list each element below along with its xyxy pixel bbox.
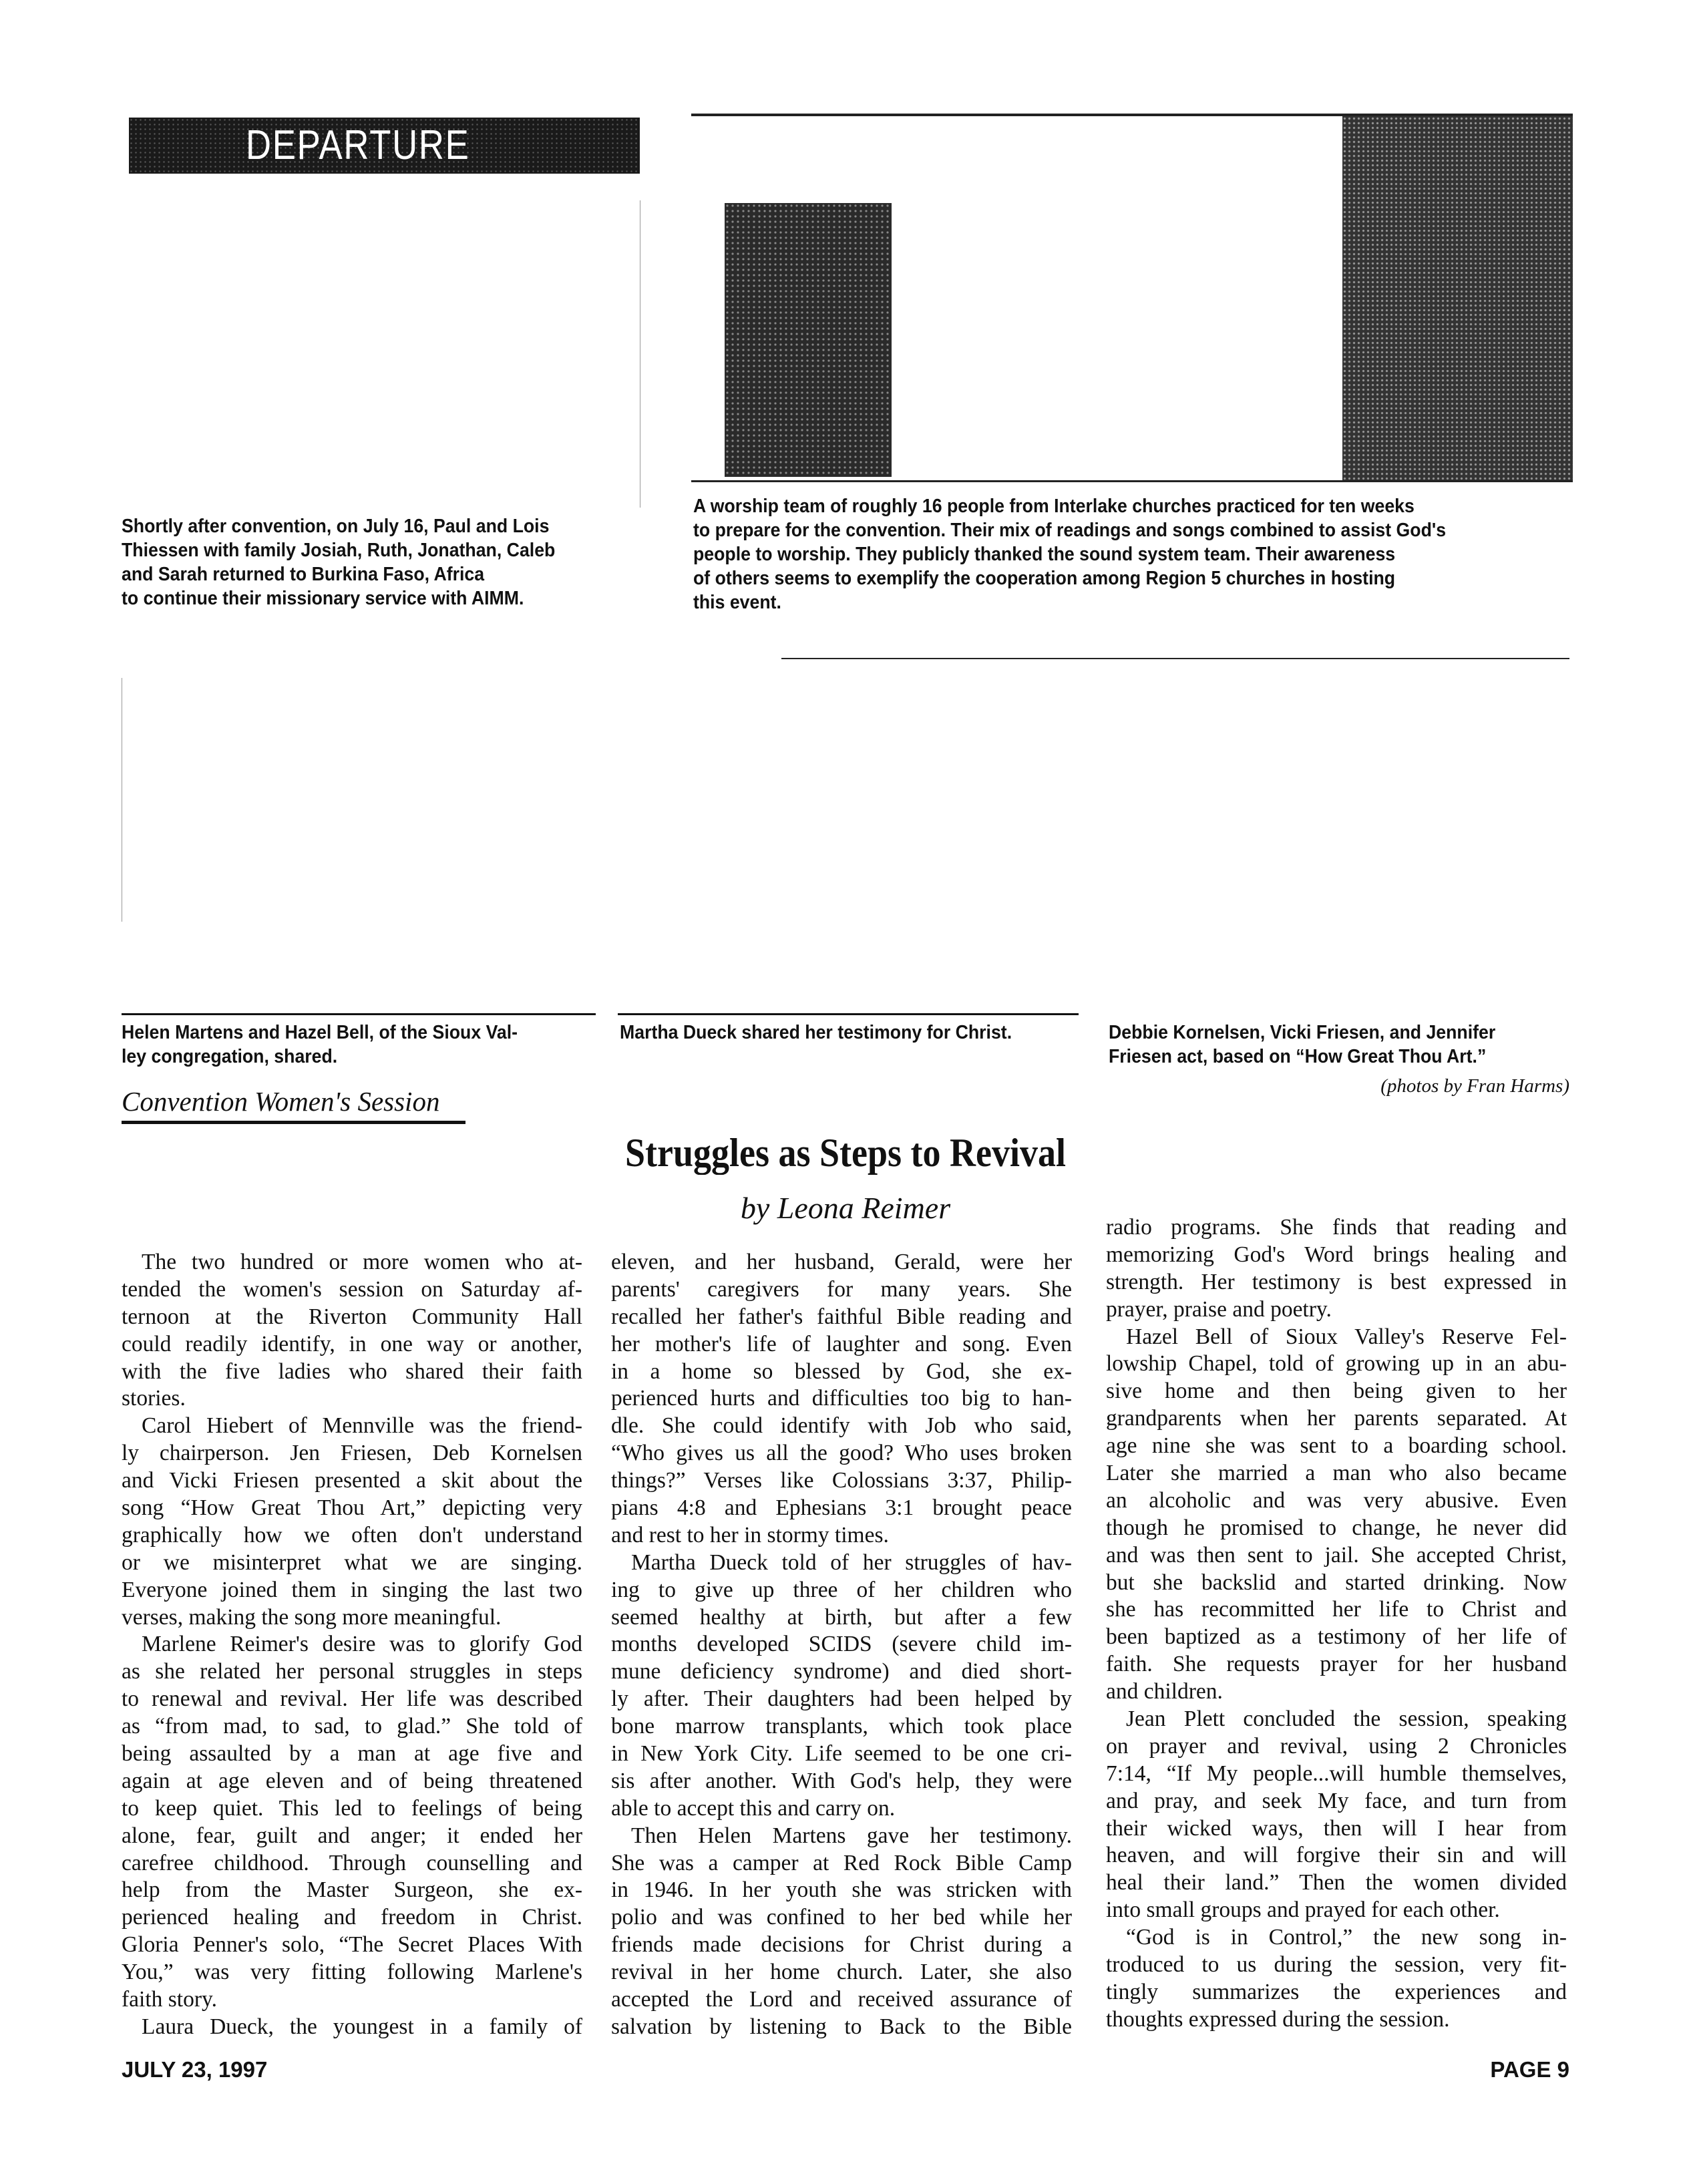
article-line: graphically how we often don't understand <box>122 1522 582 1548</box>
article-line: able to accept this and carry on. <box>611 1795 896 1821</box>
photo-figure-left <box>725 203 892 477</box>
caption-line: of others seems to exemplify the cooperation among Region 5 churches in hosting <box>693 568 1396 589</box>
article-line: and was then sent to jail. She accepted Christ, <box>1106 1542 1567 1568</box>
caption-rule <box>618 1013 1079 1015</box>
article-line: though he promised to change, he never did <box>1106 1515 1567 1540</box>
article-line: and children. <box>1106 1679 1223 1704</box>
article-line: troduced to us during the session, very fit- <box>1106 1952 1567 1978</box>
caption-line: and Sarah returned to Burkina Faso, Africa <box>122 564 485 585</box>
article-line: ternoon at the Riverton Community Hall <box>122 1304 582 1329</box>
article-line: her mother's life of laughter and song. Even <box>611 1331 1072 1356</box>
caption-line: Shortly after convention, on July 16, Paul and Lois <box>122 516 550 537</box>
photo-caption-right <box>1109 1021 1495 1069</box>
article-line: to renewal and revival. Her life was described <box>122 1686 582 1712</box>
section-kicker: Convention Women's Session <box>122 1086 440 1117</box>
article-line: Jean Plett concluded the session, speaking <box>1126 1706 1567 1732</box>
photo-caption-middle <box>620 1021 1012 1045</box>
article-line: with the five ladies who shared their faith <box>122 1358 582 1384</box>
article-line: Marlene Reimer's desire was to glorify God <box>142 1632 582 1657</box>
issue-date: JULY 23, 1997 <box>122 2057 268 2082</box>
article-line: and pray, and seek My face, and turn from <box>1106 1788 1567 1813</box>
worship-team-photo <box>691 114 1573 482</box>
article-line: again at age eleven and of being threatened <box>122 1768 582 1793</box>
article-line: and Vicki Friesen presented a skit about the <box>122 1468 582 1493</box>
article-line: in a home so blessed by God, she ex- <box>611 1358 1072 1384</box>
article-line: or we misinterpret what we are singing. <box>122 1550 582 1575</box>
article-line: Laura Dueck, the youngest in a family of <box>142 2014 582 2039</box>
article-line: alone, fear, guilt and anger; it ended her <box>122 1823 582 1848</box>
article-line: You,” was very fitting following Marlene's <box>122 1960 582 1985</box>
article-line: pians 4:8 and Ephesians 3:1 brought peace <box>611 1495 1072 1521</box>
article-line: verses, making the song more meaningful. <box>122 1604 502 1630</box>
article-line: Everyone joined them in singing the last two <box>122 1577 582 1602</box>
article-line: memorizing God's Word brings healing and <box>1106 1242 1567 1267</box>
worship-caption <box>693 494 1446 614</box>
article-line: “Who gives us all the good? Who uses broken <box>611 1441 1072 1466</box>
photo-caption-left <box>122 1021 518 1069</box>
article-line: ly after. Their daughters had been helped by <box>611 1686 1072 1712</box>
article-line: ing to give up three of her children who <box>611 1577 1072 1602</box>
article-line: ly chairperson. Jen Friesen, Deb Kornelsen <box>122 1441 582 1466</box>
article-line: in 1946. In her youth she was stricken with <box>611 1877 1072 1903</box>
article-line: 7:14, “If My people...will humble themselves, <box>1106 1761 1567 1786</box>
article-line: grandparents when her parents separated. At <box>1106 1406 1567 1431</box>
article-line: age nine she was sent to a boarding school. <box>1106 1433 1567 1459</box>
article-line: tended the women's session on Saturday af- <box>122 1276 582 1302</box>
article-byline: by Leona Reimer <box>740 1191 951 1225</box>
article-line: on prayer and revival, using 2 Chronicles <box>1106 1733 1567 1759</box>
caption-line: A worship team of roughly 16 people from Interlake churches practiced for ten weeks <box>693 496 1415 517</box>
caption-line: Friesen act, based on “How Great Thou Art.” <box>1109 1046 1487 1067</box>
article-line: their wicked ways, then will I hear from <box>1106 1815 1567 1841</box>
article-line: as she related her personal struggles in steps <box>122 1659 582 1684</box>
article-line: faith story. <box>122 1987 217 2012</box>
article-line: lowship Chapel, told of growing up in an abu- <box>1106 1351 1567 1377</box>
article-line: mune deficiency syndrome) and died short- <box>611 1659 1072 1684</box>
article-line: Then Helen Martens gave her testimony. <box>631 1823 1072 1848</box>
article-line: heaven, and will forgive their sin and will <box>1106 1843 1567 1868</box>
article-line: months developed SCIDS (severe child im- <box>611 1632 1072 1657</box>
caption-line: Thiessen with family Josiah, Ruth, Jonathan, Caleb <box>122 540 556 561</box>
article-line: recalled her father's faithful Bible reading and <box>611 1304 1072 1329</box>
article-line: strength. Her testimony is best expressed in <box>1106 1269 1567 1294</box>
article-line: thoughts expressed during the session. <box>1106 2006 1450 2032</box>
article-column-2 <box>611 1249 1072 2041</box>
article-title: Struggles as Steps to Revival <box>624 1131 1067 1175</box>
article-line: Gloria Penner's solo, “The Secret Places With <box>122 1932 582 1958</box>
article-line: carefree childhood. Through counselling and <box>122 1850 582 1875</box>
article-line: being assaulted by a man at age five and <box>122 1741 582 1767</box>
article-line: but she backslid and started drinking. Now <box>1106 1570 1567 1595</box>
article-line: faith. She requests prayer for her husband <box>1106 1652 1567 1677</box>
article-line: stories. <box>122 1386 186 1411</box>
article-line: bone marrow transplants, which took place <box>611 1714 1072 1739</box>
article-line: and rest to her in stormy times. <box>611 1522 889 1548</box>
article-line: heal their land.” Then the women divided <box>1106 1870 1567 1895</box>
article-line: as “from mad, to sad, to glad.” She told of <box>122 1714 582 1739</box>
article-line: seemed healthy at birth, but after a few <box>611 1604 1072 1630</box>
caption-line: to prepare for the convention. Their mix of readings and songs combined to assist God's <box>693 520 1447 541</box>
caption-line: Martha Dueck shared her testimony for Christ. <box>620 1022 1012 1043</box>
article-line: to keep quiet. This led to feelings of being <box>122 1795 582 1821</box>
article-line: eleven, and her husband, Gerald, were her <box>611 1250 1072 1274</box>
article-line: sis after another. With God's help, they were <box>611 1768 1072 1793</box>
article-line: an alcoholic and was very abusive. Even <box>1106 1487 1567 1513</box>
article-line: tingly summarizes the experiences and <box>1106 1979 1567 2004</box>
departure-title: DEPARTURE <box>246 122 470 168</box>
article-line: Martha Dueck told of her struggles of hav- <box>631 1550 1072 1575</box>
article-line: Later she married a man who also became <box>1106 1461 1567 1486</box>
kicker-rule <box>122 1121 465 1124</box>
article-line: She was a camper at Red Rock Bible Camp <box>611 1850 1072 1875</box>
article-line: Hazel Bell of Sioux Valley's Reserve Fel- <box>1126 1324 1567 1349</box>
article-column-3 <box>1106 1214 1567 2034</box>
caption-line: ley congregation, shared. <box>122 1046 338 1067</box>
article-line: perienced hurts and difficulties too big to han- <box>611 1386 1072 1411</box>
caption-line: to continue their missionary service with AIMM. <box>122 588 524 609</box>
caption-line: this event. <box>693 592 781 613</box>
article-line: friends made decisions for Christ during a <box>611 1932 1072 1958</box>
article-line: been baptized as a testimony of her life of <box>1106 1624 1567 1650</box>
article-line: The two hundred or more women who at- <box>142 1250 582 1274</box>
article-line: “God is in Control,” the new song in- <box>1126 1925 1567 1950</box>
divider <box>781 658 1569 659</box>
article-line: accepted the Lord and received assurance of <box>611 1987 1072 2012</box>
article-line: help from the Master Surgeon, she ex- <box>122 1877 582 1903</box>
photo-credit: (photos by Fran Harms) <box>1380 1075 1569 1097</box>
article-line: perienced healing and freedom in Christ. <box>122 1905 582 1930</box>
article-line: radio programs. She finds that reading and <box>1106 1215 1567 1240</box>
article-line: prayer, praise and poetry. <box>1106 1296 1332 1322</box>
article-line: sive home and then being given to her <box>1106 1379 1567 1404</box>
caption-rule <box>122 1013 596 1015</box>
caption-line: people to worship. They publicly thanked the sound system team. Their awareness <box>693 544 1396 565</box>
article-line: parents' caregivers for many years. She <box>611 1276 1072 1302</box>
article-line: revival in her home church. Later, she also <box>611 1960 1072 1985</box>
article-line: salvation by listening to Back to the Bible <box>611 2014 1072 2039</box>
article-column-1 <box>122 1249 582 2041</box>
article-line: polio and was confined to her bed while her <box>611 1905 1072 1930</box>
article-line: song “How Great Thou Art,” depicting very <box>122 1495 582 1521</box>
article-line: she has recommitted her life to Christ and <box>1106 1597 1567 1622</box>
article-line: Carol Hiebert of Mennville was the friend- <box>142 1413 582 1439</box>
departure-banner <box>129 118 640 174</box>
caption-line: Helen Martens and Hazel Bell, of the Sioux Val- <box>122 1022 518 1043</box>
article-line: dle. She could identify with Job who said, <box>611 1413 1072 1439</box>
article-line: in New York City. Life seemed to be one cri- <box>611 1741 1072 1767</box>
article-line: could readily identify, in one way or another, <box>122 1331 582 1356</box>
departure-caption <box>122 514 555 610</box>
caption-line: Debbie Kornelsen, Vicki Friesen, and Jennifer <box>1109 1022 1496 1043</box>
article-line: things?” Verses like Colossians 3:37, Philip- <box>611 1468 1072 1493</box>
photo-figure-right <box>1342 116 1573 480</box>
page-number: PAGE 9 <box>1490 2057 1569 2082</box>
article-line: into small groups and prayed for each other. <box>1106 1897 1500 1923</box>
